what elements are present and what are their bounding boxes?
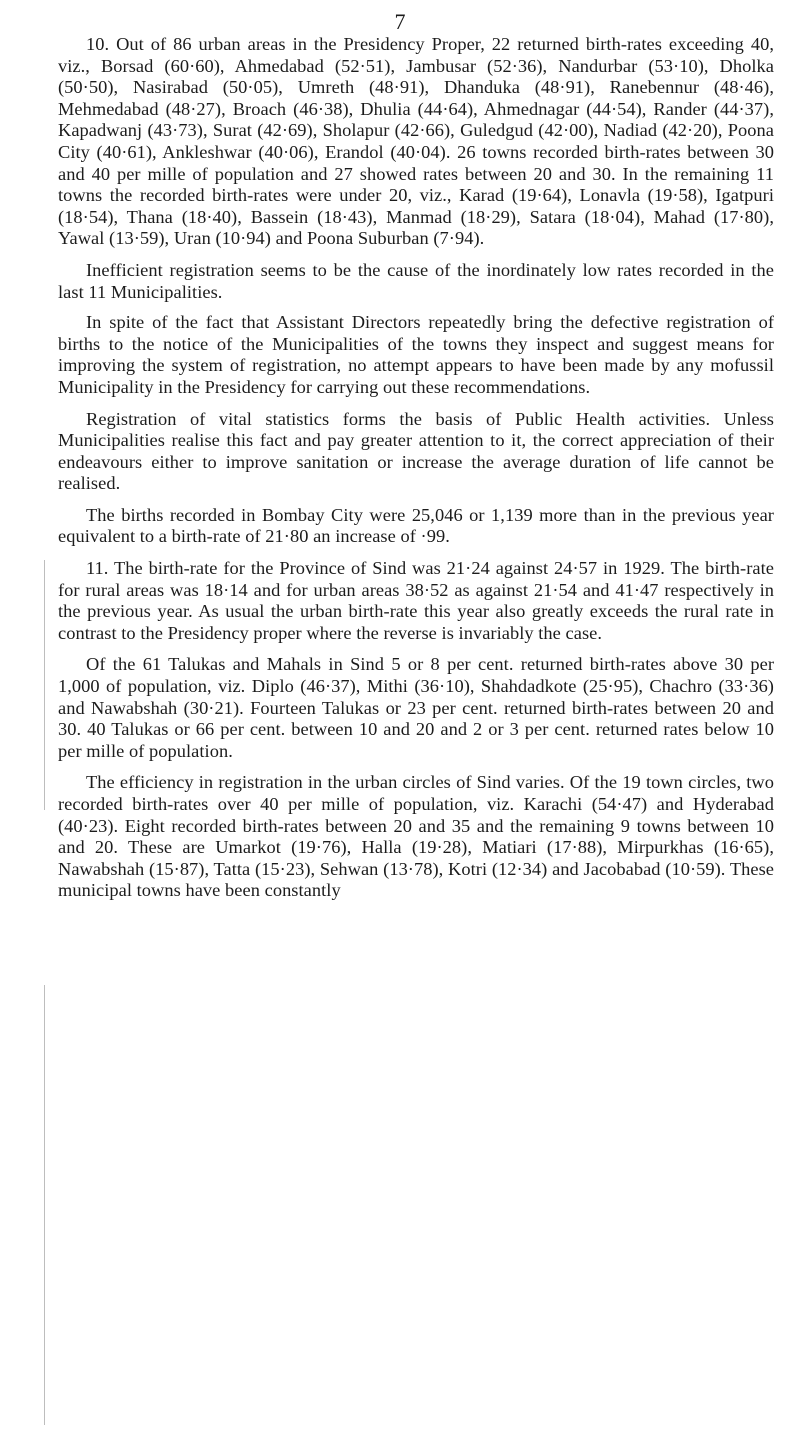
paragraph-assistant-directors: In spite of the fact that Assistant Directors repeatedly bring the defective registration of births to the notice of the Municipalities of the towns they inspect and suggest means for improving the system of registration, no attempt appears to have been made by any mofussil Municipality in the Presidency for carrying out these recommendations. bbox=[58, 312, 774, 397]
paragraph-bombay-city: The births recorded in Bombay City were 25,046 or 1,139 more than in the previous year equivalent to a birth-rate of 21·80 an increase of ·99. bbox=[58, 504, 774, 547]
paragraph-sind-urban-circles: The efficiency in registration in the urban circles of Sind varies. Of the 19 town circles, two recorded birth-rates over 40 per mille of population, viz. Karachi (54·47) and Hyderabad (40·23). Eight recorded birth-rates between 20 and 35 and the remaining 9 towns between 10 and 20. These are Umarkot (19·76), Halla (19·28), Matiari (17·88), Mirpurkhas (16·65), Nawabshah (15·87), Tatta (15·23), Sehwan (13·78), Kotri (12·34) and Jacobabad (10·59). These municipal towns have been constantly bbox=[58, 772, 774, 901]
paragraph-sind-talukas: Of the 61 Talukas and Mahals in Sind 5 or 8 per cent. returned birth-rates above 30 per 1,000 of population, viz. Diplo (46·37), Mithi (36·10), Shahdadkote (25·95), Chachro (33·36) and Nawabshah (30·21). Fourteen Talukas or 23 per cent. returned birth-rates between 20 and 30. 40 Talukas or 66 per cent. between 10 and 20 and 2 or 3 per cent. returned rates below 10 per mille of population. bbox=[58, 654, 774, 761]
paragraph-urban-birth-rates: 10. Out of 86 urban areas in the Presidency Proper, 22 returned birth-rates exceeding 40, viz., Borsad (60·60), Ahmedabad (52·51), Jambusar (52·36), Nandurbar (53·10), Dholka (50·50), Nasirabad (50·05), Umreth (48·91), Dhanduka (48·91), Ranebennur (48·46), Mehmedabad (48·27), Broach (46·38), Dhulia (44·64), Ahmednagar (44·54), Rander (44·37), Kapadwanj (43·73), Surat (42·69), Sholapur (42·66), Guledgud (42·00), Nadiad (42·20), Poona City (40·61), Ankleshwar (40·06), Erandol (40·04). 26 towns recorded birth-rates between 30 and 40 per mille of population and 27 showed rates between 20 and 30. In the remaining 11 towns the recorded birth-rates were under 20, viz., Karad (19·64), Lonavla (19·58), Igatpuri (18·54), Thana (18·40), Bassein (18·43), Manmad (18·29), Satara (18·04), Mahad (17·80), Yawal (13·59), Uran (10·94) and Poona Suburban (7·94). bbox=[58, 34, 774, 249]
scan-margin-line-lower bbox=[44, 985, 45, 1425]
body-text bbox=[58, 34, 774, 912]
paragraph-inefficient-registration: Inefficient registration seems to be the cause of the inordinately low rates recorded in the last 11 Municipalities. bbox=[58, 259, 774, 302]
page-number: 7 bbox=[394, 9, 406, 34]
paragraph-sind-birth-rate: 11. The birth-rate for the Province of Sind was 21·24 against 24·57 in 1929. The birth-rate for rural areas was 18·14 and for urban areas 38·52 as against 21·54 and 41·47 respectively in the previous year. As usual the urban birth-rate this year also greatly exceeds the rural rate in contrast to the Presidency proper where the reverse is invariably the case. bbox=[58, 558, 774, 643]
paragraph-vital-statistics: Registration of vital statistics forms the basis of Public Health activities. Unless Municipalities realise this fact and pay greater attention to it, the correct appreciation of their endeavours either to improve sanitation or increase the average duration of life cannot be realised. bbox=[58, 408, 774, 494]
scan-margin-line-upper bbox=[44, 560, 45, 810]
